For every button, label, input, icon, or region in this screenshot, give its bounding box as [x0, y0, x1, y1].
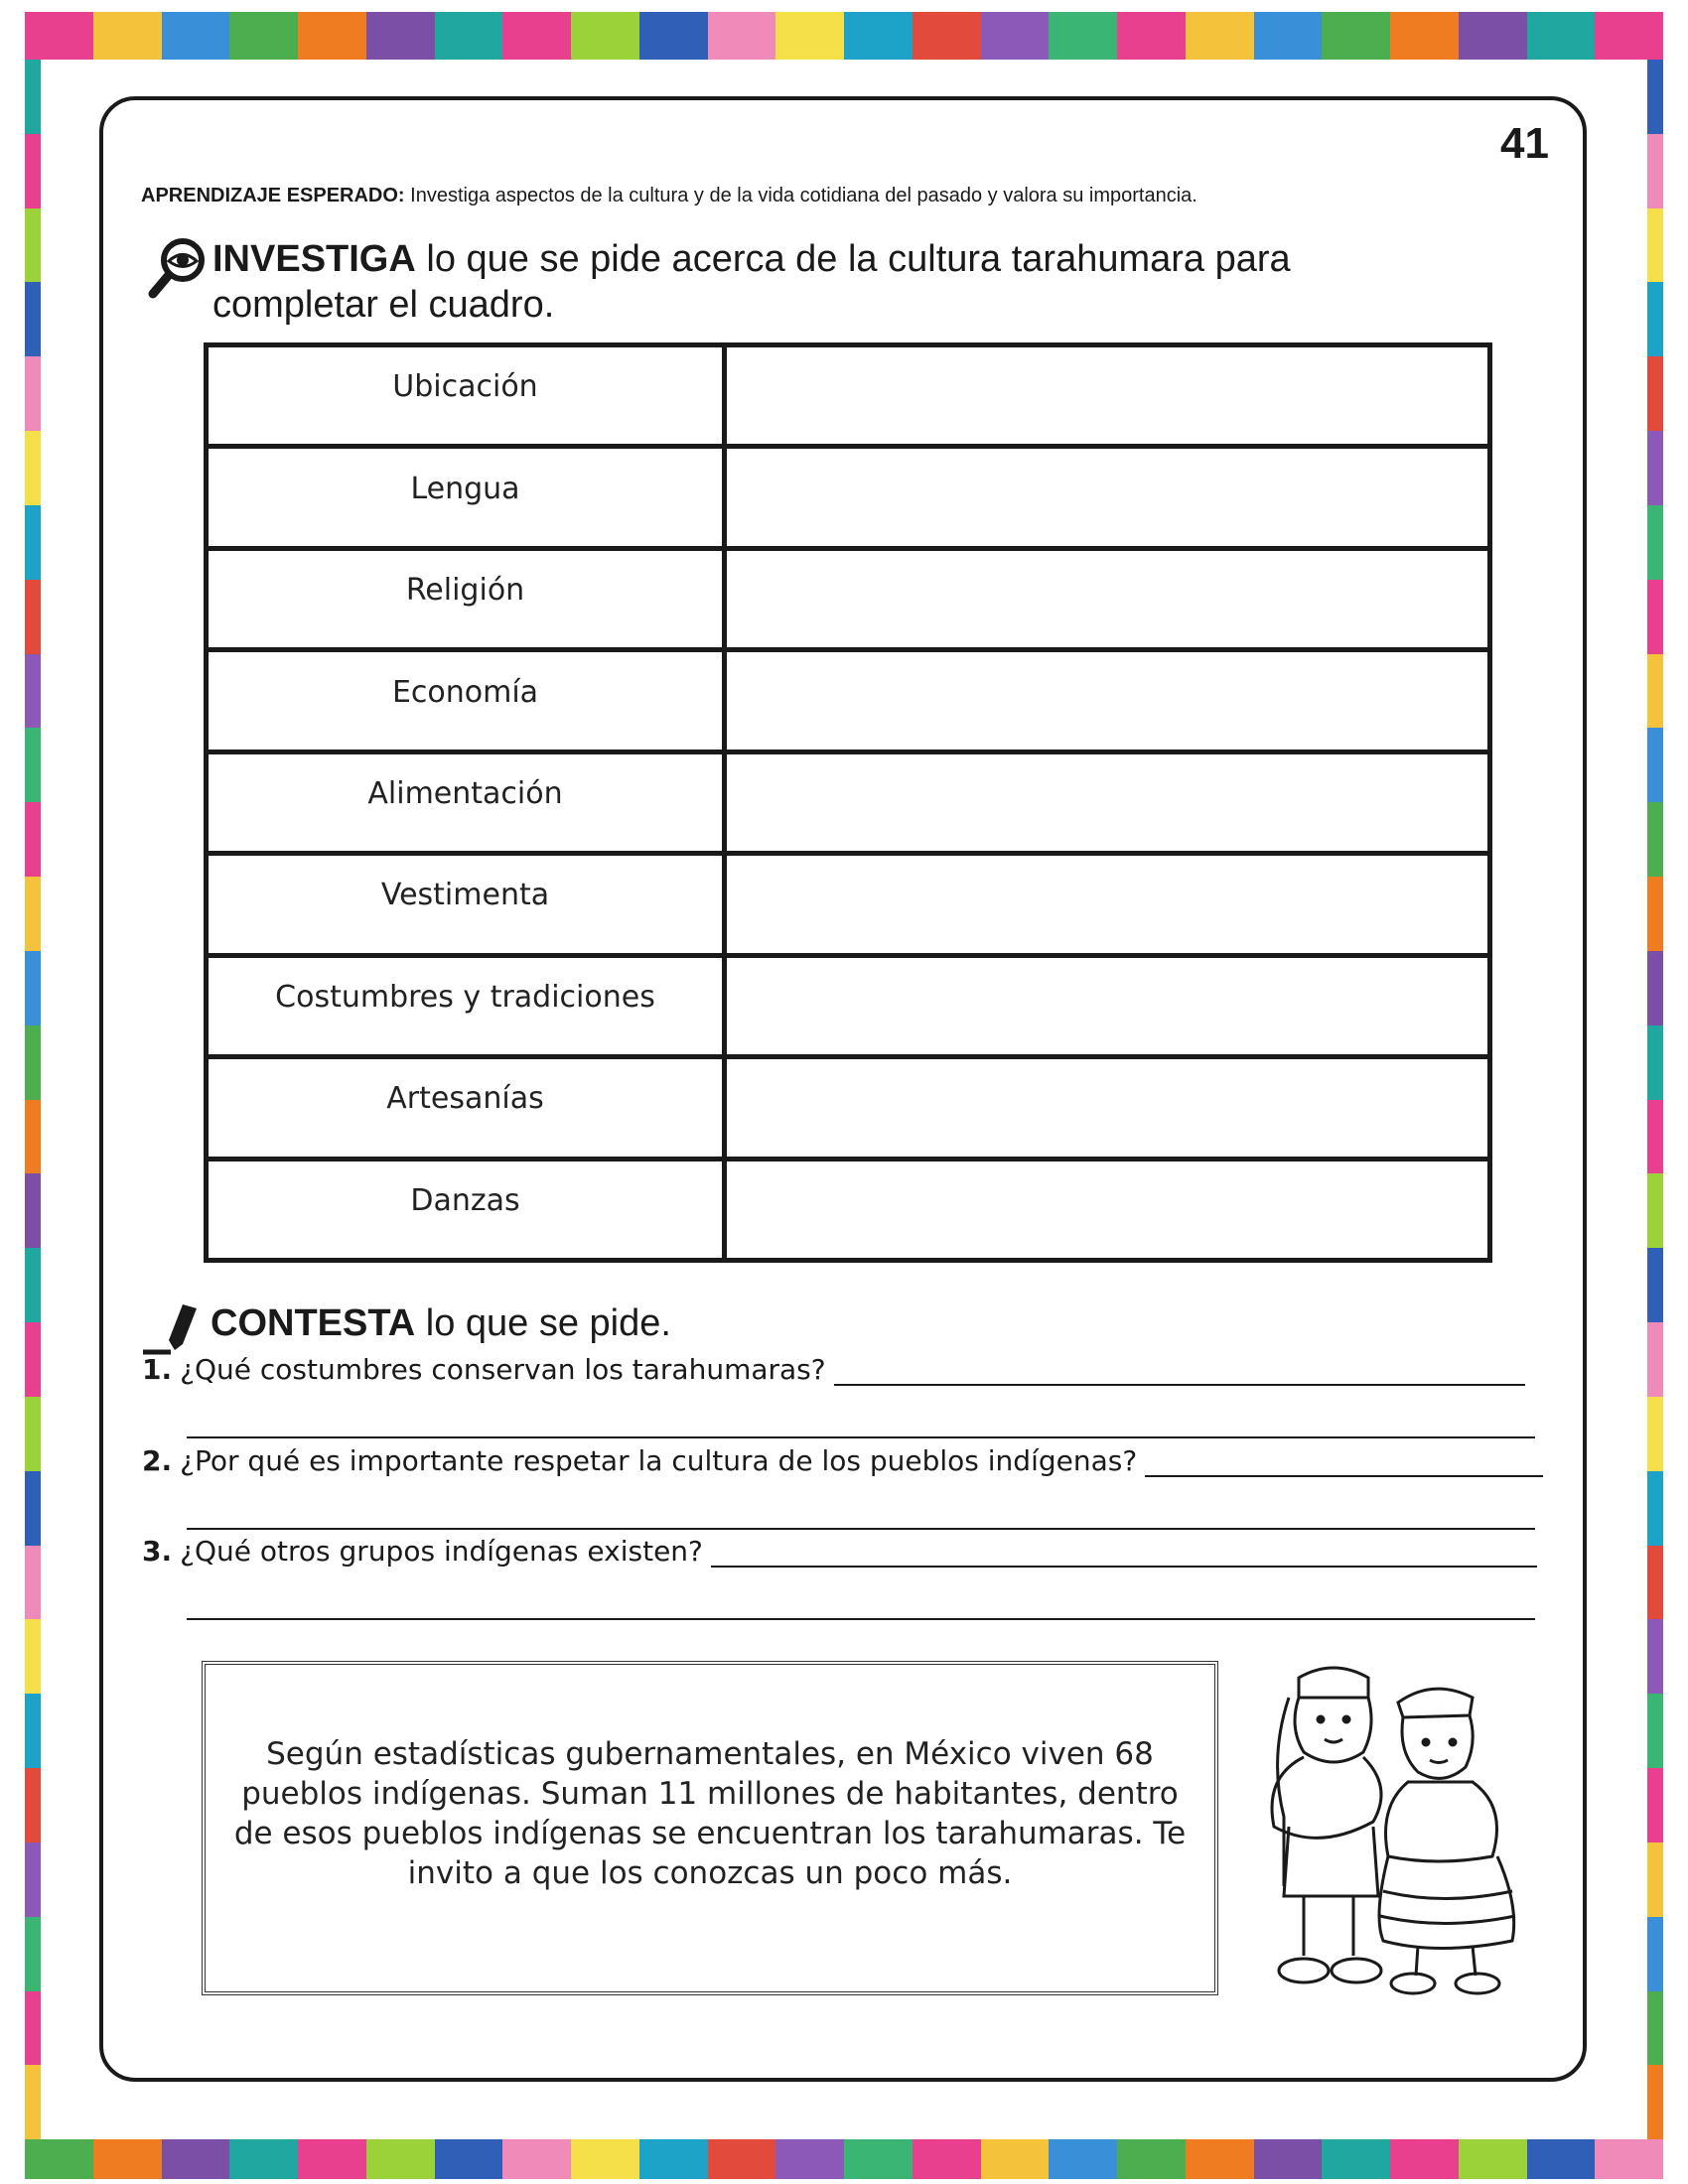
pencil-segment: [1647, 1025, 1663, 1100]
pencil-segment: [435, 2139, 503, 2179]
research-row: [207, 854, 1490, 955]
pencil-segment: [1647, 282, 1663, 356]
pencil-segment: [1647, 1173, 1663, 1248]
pencil-segment: [1186, 2139, 1254, 2179]
pencil-segment: [1254, 2139, 1323, 2179]
pencil-segment: [1647, 431, 1663, 505]
pencil-segment: [25, 1173, 41, 1248]
pencil-segment: [229, 12, 298, 60]
pencil-segment: [1647, 2065, 1663, 2139]
pencil-segment: [1322, 12, 1390, 60]
answer-verb: CONTESTA: [211, 1302, 416, 1344]
pencil-segment: [229, 2139, 298, 2179]
page-number: 41: [1500, 119, 1549, 168]
answer-instruction-text: lo que se pide.: [415, 1302, 671, 1344]
pencil-segment: [25, 356, 41, 431]
pencil-segment: [298, 12, 366, 60]
pencil-segment: [844, 2139, 913, 2179]
pencil-segment: [1049, 12, 1117, 60]
research-answer-cell[interactable]: [725, 955, 1490, 1056]
pencil-segment: [1647, 1100, 1663, 1174]
pencil-segment: [25, 2065, 41, 2139]
pencil-border-bottom: [25, 2139, 1663, 2179]
pencil-segment: [25, 580, 41, 654]
pencil-segment: [25, 951, 41, 1025]
pencil-segment: [1459, 12, 1527, 60]
pencil-border-left: [25, 60, 41, 2139]
answer-instruction: [211, 1300, 671, 1346]
pencil-segment: [1647, 951, 1663, 1025]
research-row: [207, 447, 1490, 548]
pencil-segment: [25, 1248, 41, 1322]
pencil-segment: [1390, 2139, 1459, 2179]
pencil-segment: [93, 12, 162, 60]
research-topic-cell: Ubicación: [207, 345, 725, 447]
pencil-segment: [1527, 2139, 1596, 2179]
research-topic-cell: Danzas: [207, 1159, 725, 1261]
pencil-segment: [1117, 2139, 1186, 2179]
research-answer-cell[interactable]: [725, 650, 1490, 751]
pencil-segment: [1595, 2139, 1663, 2179]
answer-line-1a[interactable]: [834, 1356, 1525, 1386]
pencil-segment: [435, 12, 503, 60]
learning-objective: [141, 185, 1531, 207]
pencil-segment: [502, 2139, 571, 2179]
research-answer-cell[interactable]: [725, 854, 1490, 955]
question-text: ¿Por qué es importante respetar la cultura de los pueblos indígenas?: [180, 1444, 1138, 1477]
pencil-segment: [25, 1917, 41, 1991]
research-topic-cell: Religión: [207, 548, 725, 649]
pencil-segment: [25, 1471, 41, 1546]
answer-line-3a[interactable]: [711, 1538, 1537, 1568]
pencil-segment: [366, 12, 435, 60]
pencil-segment: [1390, 12, 1459, 60]
pencil-segment: [1647, 1991, 1663, 2066]
question-number: 1.: [142, 1353, 173, 1386]
pencil-segment: [25, 134, 41, 208]
answer-line-1b[interactable]: [187, 1436, 1535, 1438]
question-text: ¿Qué otros grupos indígenas existen?: [180, 1535, 703, 1568]
question-2: [142, 1444, 1543, 1477]
tarahumara-couple-illustration: [1259, 1658, 1527, 2000]
pencil-segment: [1647, 1843, 1663, 1917]
pencil-segment: [775, 12, 844, 60]
answer-line-3b[interactable]: [187, 1618, 1535, 1620]
pencil-segment: [1647, 208, 1663, 283]
pencil-segment: [25, 12, 93, 60]
pencil-segment: [25, 1397, 41, 1471]
pencil-segment: [25, 1100, 41, 1174]
research-verb: INVESTIGA: [212, 238, 416, 280]
pencil-segment: [25, 1843, 41, 1917]
pencil-border-right: [1647, 60, 1663, 2139]
research-topic-cell: Lengua: [207, 447, 725, 548]
objective-label: APRENDIZAJE ESPERADO:: [141, 185, 405, 206]
pencil-segment: [1527, 12, 1596, 60]
answer-line-2b[interactable]: [187, 1528, 1535, 1530]
research-topic-cell: Economía: [207, 650, 725, 751]
pencil-segment: [25, 1546, 41, 1620]
research-heading: [147, 236, 1458, 328]
pencil-segment: [25, 1694, 41, 1768]
pencil-border-top: [25, 12, 1663, 60]
pencil-segment: [1647, 60, 1663, 134]
pencil-segment: [1647, 1322, 1663, 1397]
magnifying-glass-eye-icon: [147, 236, 209, 300]
pencil-segment: [639, 2139, 708, 2179]
objective-text: Investiga aspectos de la cultura y de la vida cotidiana del pasado y valora su importancia.: [404, 185, 1197, 206]
pencil-segment: [1647, 1917, 1663, 1991]
pencil-segment: [1647, 356, 1663, 431]
pencil-segment: [1322, 2139, 1390, 2179]
pencil-segment: [1647, 654, 1663, 729]
pencil-segment: [25, 1768, 41, 1843]
research-row: [207, 345, 1490, 447]
pencil-segment: [502, 12, 571, 60]
pencil-segment: [366, 2139, 435, 2179]
pencil-segment: [1647, 728, 1663, 802]
question-number: 3.: [142, 1535, 173, 1568]
research-row: [207, 1057, 1490, 1159]
research-instruction: [212, 236, 1444, 328]
research-answer-cell[interactable]: [725, 447, 1490, 548]
research-row: [207, 751, 1490, 853]
pencil-segment: [1459, 2139, 1527, 2179]
research-topic-cell: Alimentación: [207, 751, 725, 853]
pencil-segment: [25, 505, 41, 580]
info-text: Según estadísticas gubernamentales, en México viven 68 pueblos indígenas. Suman 11 millones de habitantes, dentro de esos pueblos indígenas se encuentran los tarahumaras. Te invito a que los conozcas un poco más.: [233, 1736, 1187, 1891]
pencil-segment: [1647, 1471, 1663, 1546]
answer-line-2a[interactable]: [1145, 1447, 1543, 1477]
pencil-segment: [981, 2139, 1050, 2179]
pencil-segment: [1647, 1248, 1663, 1322]
research-instruction-text: lo que se pide acerca de la cultura tarahumara para completar el cuadro.: [212, 238, 1291, 326]
research-answer-cell[interactable]: [725, 1159, 1490, 1261]
pencil-segment: [25, 431, 41, 505]
research-answer-cell[interactable]: [725, 548, 1490, 649]
question-3: [142, 1535, 1537, 1568]
research-row: [207, 548, 1490, 649]
question-text: ¿Qué costumbres conservan los tarahumaras?: [180, 1353, 826, 1386]
answer-heading: [141, 1300, 1035, 1356]
pencil-writing-icon: [141, 1300, 201, 1356]
research-row: [207, 1159, 1490, 1261]
pencil-segment: [25, 60, 41, 134]
pencil-segment: [25, 728, 41, 802]
pencil-segment: [1647, 802, 1663, 877]
pencil-segment: [1647, 1768, 1663, 1843]
question-number: 2.: [142, 1444, 173, 1477]
pencil-segment: [298, 2139, 366, 2179]
pencil-segment: [25, 802, 41, 877]
research-topic-cell: Vestimenta: [207, 854, 725, 955]
pencil-segment: [1647, 505, 1663, 580]
pencil-segment: [1117, 12, 1186, 60]
pencil-segment: [1647, 1546, 1663, 1620]
pencil-segment: [1647, 1694, 1663, 1768]
pencil-segment: [25, 654, 41, 729]
pencil-segment: [708, 12, 776, 60]
question-1: [142, 1353, 1525, 1386]
pencil-segment: [25, 1619, 41, 1694]
research-topic-cell: Artesanías: [207, 1057, 725, 1159]
pencil-segment: [25, 1991, 41, 2066]
research-answer-cell[interactable]: [725, 1057, 1490, 1159]
pencil-segment: [571, 2139, 639, 2179]
pencil-segment: [844, 12, 913, 60]
pencil-segment: [1049, 2139, 1117, 2179]
pencil-segment: [708, 2139, 776, 2179]
pencil-segment: [913, 2139, 981, 2179]
pencil-segment: [25, 877, 41, 951]
pencil-segment: [913, 12, 981, 60]
pencil-segment: [162, 2139, 230, 2179]
pencil-segment: [25, 1322, 41, 1397]
pencil-segment: [1647, 580, 1663, 654]
pencil-segment: [571, 12, 639, 60]
pencil-segment: [1186, 12, 1254, 60]
research-answer-cell[interactable]: [725, 345, 1490, 447]
info-box: [202, 1661, 1218, 1995]
research-row: [207, 955, 1490, 1056]
pencil-segment: [1595, 12, 1663, 60]
pencil-segment: [775, 2139, 844, 2179]
pencil-segment: [93, 2139, 162, 2179]
pencil-segment: [25, 2139, 93, 2179]
research-table: [204, 342, 1492, 1263]
pencil-segment: [25, 1025, 41, 1100]
pencil-segment: [639, 12, 708, 60]
pencil-segment: [981, 12, 1050, 60]
research-topic-cell: Costumbres y tradiciones: [207, 955, 725, 1056]
pencil-segment: [1647, 1397, 1663, 1471]
pencil-segment: [25, 208, 41, 283]
research-answer-cell[interactable]: [725, 751, 1490, 853]
research-row: [207, 650, 1490, 751]
pencil-segment: [25, 282, 41, 356]
pencil-segment: [1254, 12, 1323, 60]
pencil-segment: [162, 12, 230, 60]
pencil-segment: [1647, 134, 1663, 208]
pencil-segment: [1647, 877, 1663, 951]
pencil-segment: [1647, 1619, 1663, 1694]
